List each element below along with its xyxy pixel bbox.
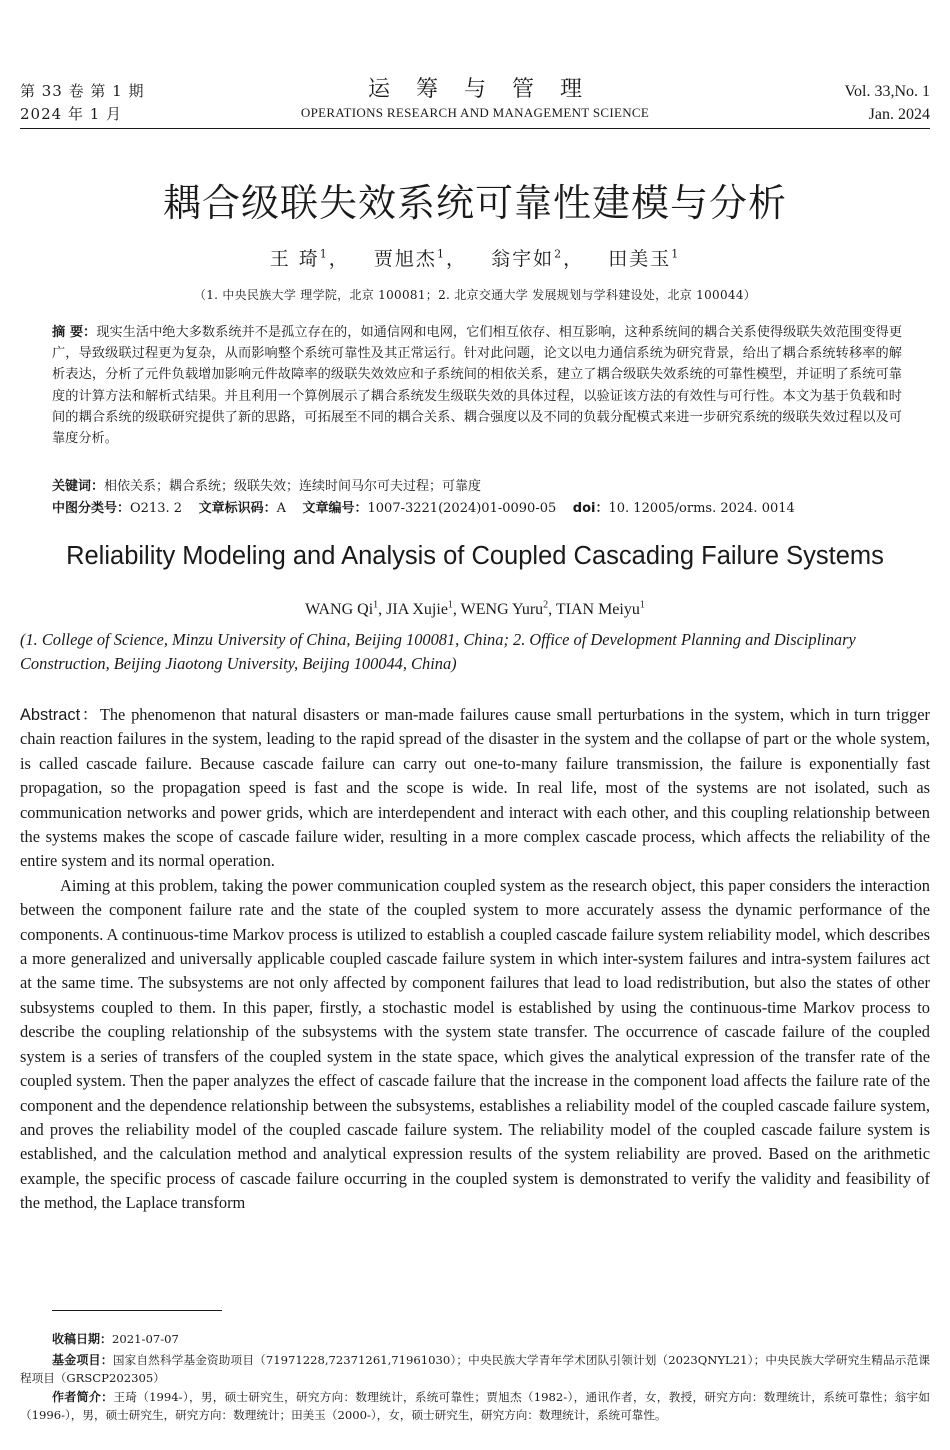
clc-value: O213. 2 [130,501,183,516]
affiliation-en: (1. College of Science, Minzu University of China, Beijing 100081, China; 2. Office of Development Planning and Disciplinary Construction, Beijing Jiaotong University, Beijing 100044, China) [20,630,856,673]
author-en: WANG Qi$^1$, [305,600,387,619]
author-list-cn [0,244,950,271]
volume-en: Vol. 33,No. 1 [844,83,930,100]
received-date [20,1330,950,1348]
funding-text: 国家自然科学基金资助项目（71971228,72371261,71961030）；中央民族大学青年学术团队引领计划（2023QNYL21）；中央民族大学研究生精品示范课程项目（GRSCP202305） [20,1353,930,1385]
author-list-en [0,600,950,619]
paper-title-cn: 耦合级联失效系统可靠性建模与分析 [162,181,787,225]
clc-label: 中图分类号： [52,501,131,516]
journal-name-cn: 运筹与管理 [367,77,608,102]
bio-label: 作者简介： [52,1390,114,1404]
doi-value: 10. 12005/orms. 2024. 0014 [608,501,795,516]
abstract-cn-text: 现实生活中绝大多数系统并不是孤立存在的，如通信网和电网，它们相互依存、相互影响，这种系统间的耦合关系使得级联失效范围变得更广，导致级联过程更为复杂，从而影响整个系统可靠性及其正常运行。针对此问题，论文以电力通信系统为研究背景，给出了耦合系统转移率的解析表达，分析了元件负载增加影响元件故障率的级联失效效应和子系统间的相依关系，建立了耦合级联失效系统的可靠性模型，并证明了系统可靠度的计算方法和解析式结果。并且利用一个算例展示了耦合系统发生级联失效的具体过程，以验证该方法的有效性与可行性。本文为基于负载和时间的耦合系统的级联研究提供了新的思路，可拓展至不同的耦合关系、耦合强度以及不同的负载分配模式来进一步研究系统的级联失效过程以及可靠度分析。 [52,325,903,447]
paper-title-en: Reliability Modeling and Analysis of Coupled Cascading Failure Systems [66,542,884,570]
header-rule [20,128,930,129]
author-bio-note [20,1388,930,1424]
funding-label: 基金项目： [52,1353,113,1367]
classification-line [52,497,932,516]
author-cn: 贾旭杰$^1$， [373,247,467,270]
received-value: 2021-07-07 [112,1332,179,1346]
issue-info-en [845,80,931,126]
received-label: 收稿日期： [52,1332,113,1346]
keywords-cn-text: 相依关系；耦合系统；级联失效；连续时间马尔可夫过程；可靠度 [104,479,482,494]
author-cn: 王 琦$^1$， [269,247,350,270]
abstract-en-label: Abstract： [20,706,100,724]
journal-name-en: OPERATIONS RESEARCH AND MANAGEMENT SCIENCE [300,105,650,120]
keywords-cn [52,475,932,494]
abstract-en-text-1: The phenomenon that natural disasters or man-made failures cause small perturbations in the system, which in turn trigger chain reaction failures in the system, leading to the rapid spread of the disaster in the system and the collapse of part or the whole system, is called cascade failure. Because cascade failure can carry out one-to-many failure transmission, the failure is exponentially fast propagation, so the propagation speed is fast and the scope is wide. In real life, most of the systems are not isolated, such as communication networks and power grids, which are interdependent and interact with each other, and this coupling relationship between the systems makes the scope of cascade failure wider, resulting in a more complex cascade process, which affects the reliability of the entire system and its normal operation. [20,705,930,871]
author-cn: 翁宇如$^2$， [491,247,585,270]
volume-cn: 第 33 卷 第 1 期 [20,82,145,100]
abstract-en-paragraph-1 [20,703,930,874]
date-en: Jan. 2024 [868,106,930,123]
article-id-label: 文章编号： [302,501,368,516]
author-cn: 田美玉$^1$ [608,247,681,270]
doc-code-value: A [276,501,286,516]
affiliation-cn: （1. 中央民族大学 理学院，北京 100081；2. 北京交通大学 发展规划与学科建设处，北京 100044） [193,288,757,302]
funding-note [20,1351,930,1387]
journal-name [0,76,950,122]
footnote-rule [52,1310,222,1311]
date-cn: 2024 年 1 月 [20,105,123,123]
author-en: WENG Yuru$^2$, [460,600,556,619]
keywords-cn-label: 关键词： [52,479,105,494]
bio-text: 王琦（1994-），男，硕士研究生，研究方向：数理统计，系统可靠性；贾旭杰（1982-），通讯作者，女，教授，研究方向：数理统计，系统可靠性；翁宇如（1996-），男，硕士研究生，研究方向：数理统计；田美玉（2000-），女，硕士研究生，研究方向：数理统计，系统可靠性。 [20,1390,930,1422]
abstract-cn [52,322,902,449]
abstract-en-text-2: Aiming at this problem, taking the power communication coupled system as the research object, this paper considers the interaction between the component failure rate and the state of the coupled system to more accurately assess the dynamic performance of the components. A continuous-time Markov process is utilized to establish a coupled cascade failure system reliability model, which describes a more generalized and universally applicable coupled cascade failure system in which inter-system failures and intra-system failures act at the same time. The subsystems are not only affected by component failures that lead to load redistribution, but also the states of other subsystems coupled to them. In this paper, firstly, a stochastic model is established by using the continuous-time Markov process to describe the coupling relationship of the subsystems with the system state transfer. The occurrence of cascade failure of the coupled system is a series of transfers of the coupled system in the state space, which gives the analytical expression of the transfer rate of the coupled system. Then the paper analyzes the effect of cascade failure that the increase in the component load affects the failure rate of the component and the dependence relationship between the subsystems, establishes a reliability model of the coupled cascade failure system, and proves the reliability model of the coupled cascade failure system. The reliability model of the coupled cascade failure system is established, and the calculation method and analytical expression results of the system reliability are proved. Based on the arithmetic example, the specific process of cascade failure occurring in the coupled system is demonstrated to verify the validity and feasibility of the method, the Laplace transform [20,875,930,1213]
author-en: TIAN Meiyu$^1$ [555,600,645,619]
doi-label: doi： [572,501,609,516]
author-en: JIA Xujie$^1$, [386,600,461,619]
abstract-en [20,703,930,1216]
abstract-en-paragraph-2 [20,874,930,1216]
abstract-cn-label: 摘 要： [52,325,97,340]
article-id-value: 1007-3221(2024)01-0090-05 [367,501,557,516]
doc-code-label: 文章标识码： [198,501,277,516]
